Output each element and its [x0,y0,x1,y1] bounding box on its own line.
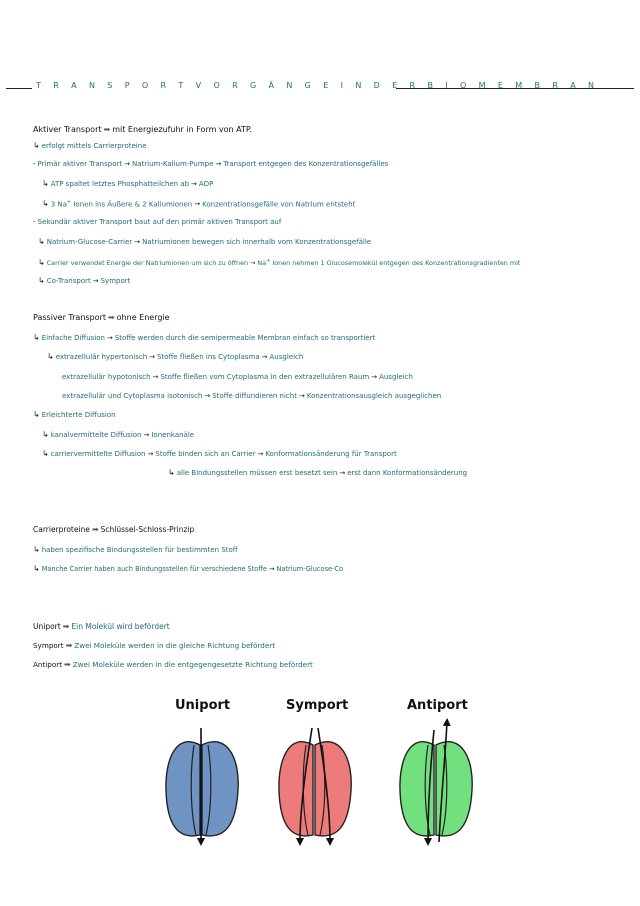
arrow-icon: → [152,373,159,381]
passive-line-6: ↳ kanalvermittelte Diffusion → Ionenkanäle [42,430,195,439]
uniport-label: Uniport [175,698,231,713]
hook-arrow-icon: ↳ [33,333,40,342]
antiport-definition: Antiport ➡ Zwei Moleküle werden in die entgegengesetzte Richtung befördert [33,660,313,669]
arrow-icon: → [191,180,197,188]
hook-arrow-icon: ↳ [47,352,54,361]
arrow-icon: → [143,431,150,439]
active-line-6: ↳ Natrium-Glucose-Carrier → Natriumionen bewegen sich innerhalb vom Konzentrationsgefälle [38,237,372,246]
passive-heading: Passiver Transport ➡ ohne Energie [33,313,170,322]
carrier-heading: Carrierproteine ➡ Schlüssel-Schloss-Prinzip [33,525,195,534]
arrow-icon: → [194,200,201,209]
symport-carrier [279,728,351,842]
arrow-icon: ➡ [103,125,111,134]
arrow-icon: → [257,450,264,458]
antiport-right-half [436,742,472,836]
active-line-4: ↳ 3 Na+ Ionen ins Äußere & 2 Kaliumionen → Konzentrationsgefälle von Natrium entsteht [42,199,356,209]
arrow-icon: → [371,373,378,381]
active-line-1: ↳ erfolgt mittels Carrierproteine [33,141,147,150]
arrow-icon: → [268,565,275,573]
arrow-icon: → [147,450,154,458]
hook-arrow-icon: ↳ [33,545,40,554]
arrow-icon: → [149,353,156,361]
hook-arrow-icon: ↳ [42,449,49,458]
active-line-5: - Sekundär aktiver Transport baut auf den primär aktiven Transport auf [33,218,282,226]
passive-line-7: ↳ carriervermittelte Diffusion → Stoffe binden sich an Carrier → Konformationsänderung für Transport [42,449,397,458]
arrow-icon: → [215,160,222,168]
arrow-icon: ➡ [62,622,70,631]
arrow-icon: ➡ [65,641,73,650]
hook-arrow-icon: ↳ [38,258,45,268]
passive-line-1: ↳ Einfache Diffusion → Stoffe werden durch die semipermeable Membran einfach so transportiert [33,333,376,342]
active-line-8: ↳ Co-Transport → Symport [38,276,131,285]
arrow-icon: → [134,238,141,246]
carrier-line-1: ↳ haben spezifische Bindungsstellen für bestimmten Stoff [33,545,238,554]
arrow-icon: → [261,353,268,361]
arrow-icon: → [92,277,99,285]
antiport-label: Antiport [407,698,468,713]
hook-arrow-icon: ↳ [33,141,40,150]
symport-label: Symport [286,698,349,713]
page-title: T R A N S P O R T V O R G Ä N G E I N D E R B I O M E M B R A N [36,81,599,90]
hook-arrow-icon: ↳ [33,410,40,419]
bullet-dash: - [33,160,36,168]
uniport-carrier [166,728,238,842]
hook-arrow-icon: ↳ [38,276,45,285]
arrow-icon: → [298,392,305,400]
passive-line-2: ↳ extrazellulär hypertonisch → Stoffe fließen ins Cytoplasma → Ausgleich [47,352,304,361]
passive-line-4: extrazellulär und Cytoplasma isotonisch → Stoffe diffundieren nicht → Konzentrationsausgleich ausgeglichen [62,392,442,400]
active-heading: Aktiver Transport ➡ mit Energiezufuhr in Form von ATP. [33,125,253,134]
active-line-7: ↳ Carrier verwendet Energie der Natriumionen um sich zu öffnen → Na+ Ionen nehmen 1 Glucosemolekül entgegen des Konzentrationsgradienten mit [38,258,521,268]
bullet-dash: - [33,218,36,226]
arrow-icon: → [106,334,113,342]
passive-line-8: ↳ alle Bindungsstellen müssen erst besetzt sein → erst dann Konformationsänderung [168,468,468,477]
hook-arrow-icon: ↳ [42,199,49,209]
arrow-icon: → [250,259,256,268]
hook-arrow-icon: ↳ [42,430,49,439]
arrow-icon: ➡ [107,313,115,322]
hook-arrow-icon: ↳ [33,564,40,573]
passive-line-5: ↳ Erleichterte Diffusion [33,410,116,419]
arrow-icon: → [339,469,346,477]
arrow-icon: ➡ [91,525,99,534]
symport-right-half [315,742,351,836]
antiport-carrier [400,722,472,842]
active-line-2: - Primär aktiver Transport → Natrium-Kalium-Pumpe → Transport entgegen des Konzentrationsgefälles [33,160,389,168]
arrow-icon: → [204,392,211,400]
symport-definition: Symport ➡ Zwei Moleküle werden in die gleiche Richtung befördert [33,641,276,650]
arrow-icon: → [124,160,130,168]
uniport-definition: Uniport ➡ Ein Molekül wird befördert [33,622,170,631]
uniport-right-half [202,742,238,836]
hook-arrow-icon: ↳ [38,237,45,246]
active-line-3: ↳ ATP spaltet letztes Phosphatteilchen ab → ADP [42,179,214,188]
passive-line-3: extrazellulär hypotonisch → Stoffe fließen vom Cytoplasma in den extrazellulären Raum → Ausgleich [62,373,413,381]
hook-arrow-icon: ↳ [168,468,175,477]
uniport-left-half [166,742,200,836]
hook-arrow-icon: ↳ [42,179,49,188]
arrow-icon: ➡ [64,660,71,669]
carrier-line-2: ↳ Manche Carrier haben auch Bindungsstellen für verschiedene Stoffe → Natrium-Glucose-Co [33,564,344,573]
